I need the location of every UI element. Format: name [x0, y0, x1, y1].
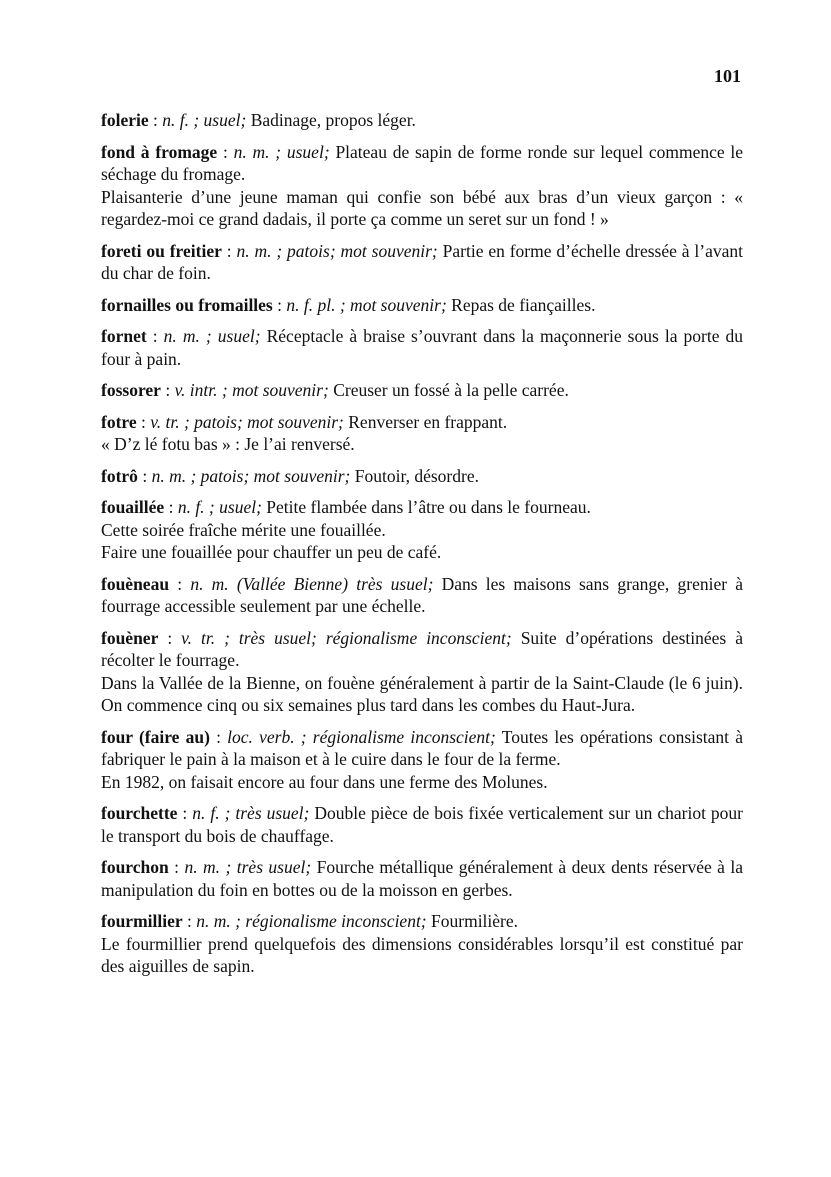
example-line: En 1982, on faisait encore au four dans une ferme des Molunes.: [101, 771, 548, 792]
grammar-note: v. tr. ; patois; mot souvenir;: [150, 411, 344, 432]
definition: Plateau de sapin de forme ronde sur lequel commence le séchage du fromage.: [101, 141, 744, 184]
entry-line: fossorer : v. intr. ; mot souvenir; Creuser un fossé à la pelle carrée.: [101, 380, 569, 400]
entry-line: fornailles ou fromailles : n. f. pl. ; mot souvenir; Repas de fiançailles.: [101, 294, 596, 315]
entry-line: fouaillée : n. f. ; usuel; Petite flambée dans l’âtre ou dans le fourneau.: [101, 497, 591, 517]
definition: Réceptacle à braise s’ouvrant dans la maçonnerie sous la porte du four à pain.: [101, 326, 744, 369]
grammar-note: v. tr. ; très usuel; régionalisme inconscient;: [181, 627, 512, 648]
entry-foreti: [101, 240, 743, 285]
entry-line: fouèner : v. tr. ; très usuel; régionalisme inconscient; Suite d’opérations destinées à récolter le fourrage.: [101, 627, 743, 670]
headword: fourchon: [101, 857, 169, 877]
entry-fourchette: [101, 802, 743, 847]
entry-line: foreti ou freitier : n. m. ; patois; mot souvenir; Partie en forme d’échelle dressée à l’avant du char de foin.: [101, 240, 743, 283]
definition: Renverser en frappant.: [348, 411, 508, 432]
entry-line: fourchon : n. m. ; très usuel; Fourche métallique généralement à deux dents réservée à la manipulation du foin en bottes ou de la moisson en gerbes.: [101, 857, 743, 900]
entry-folerie: [101, 109, 743, 132]
headword: foreti ou freitier: [101, 240, 222, 261]
entry-line: fotrô : n. m. ; patois; mot souvenir; Foutoir, désordre.: [101, 465, 479, 486]
headword: fotrô: [101, 465, 138, 486]
definition: Suite d’opérations destinées à récolter le fourrage.: [101, 627, 743, 670]
grammar-note: loc. verb. ; régionalisme inconscient;: [227, 726, 496, 747]
definition: Petite flambée dans l’âtre ou dans le fourneau.: [266, 497, 591, 517]
grammar-note: n. m. ; très usuel;: [184, 857, 312, 877]
entry-fouaillee: [101, 496, 743, 564]
entry-line: fouèneau : n. m. (Vallée Bienne) très usuel; Dans les maisons sans grange, grenier à fourrage accessible seulement par une échelle.: [101, 573, 744, 616]
definition: Fourche métallique généralement à deux dents réservée à la manipulation du foin en bottes ou de la moisson en gerbes.: [101, 857, 743, 900]
headword: folerie: [101, 110, 149, 130]
entry-line: fond à fromage : n. m. ; usuel; Plateau de sapin de forme ronde sur lequel commence le séchage du fromage.: [101, 141, 744, 184]
entry-fossorer: [101, 379, 743, 402]
headword: fornet: [101, 326, 147, 346]
grammar-note: n. f. ; très usuel;: [192, 803, 310, 823]
entry-fond-a-fromage: [101, 141, 743, 231]
entry-line: fourmillier : n. m. ; régionalisme inconscient; Fourmilière.: [101, 911, 519, 931]
example-line: « D’z lé fotu bas » : Je l’ai renversé.: [101, 434, 355, 454]
entry-fornailles: [101, 294, 743, 317]
grammar-note: n. m. ; usuel;: [163, 326, 261, 346]
grammar-note: n. f. ; usuel;: [177, 497, 262, 517]
definition: Badinage, propos léger.: [250, 110, 416, 130]
headword: fourchette: [101, 803, 178, 823]
headword: fourmillier: [101, 911, 183, 931]
entry-line: fotre : v. tr. ; patois; mot souvenir; Renverser en frappant.: [101, 411, 508, 432]
headword: fond à fromage: [101, 141, 218, 162]
entry-fouener: [101, 627, 743, 717]
grammar-note: v. intr. ; mot souvenir;: [174, 380, 329, 400]
entry-fourmillier: [101, 910, 743, 978]
definition: Fourmilière.: [431, 911, 519, 931]
entry-line: fourchette : n. f. ; très usuel; Double pièce de bois fixée verticalement sur un chariot pour le transport du bois de chauffage.: [101, 803, 743, 846]
grammar-note: n. m. ; patois; mot souvenir;: [236, 240, 438, 261]
entry-four-faire-au: [101, 726, 743, 794]
definition: Foutoir, désordre.: [354, 465, 479, 486]
definition: Repas de fiançailles.: [451, 294, 596, 315]
headword: fornailles ou fromailles: [101, 294, 273, 315]
headword: fouèneau: [101, 573, 170, 594]
example-line: Cette soirée fraîche mérite une fouaillée.: [101, 519, 386, 540]
page-number: 101: [714, 66, 741, 86]
example-line: Dans la Vallée de la Bienne, on fouène généralement à partir de la Saint-Claude (le 6 juin). On commence cinq ou six semaines plus tard dans les combes du Haut-Jura.: [101, 672, 743, 715]
definition: Double pièce de bois fixée verticalement sur un chariot pour le transport du bois de chauffage.: [101, 803, 743, 846]
grammar-note: n. m. (Vallée Bienne) très usuel;: [190, 573, 434, 594]
definition: Creuser un fossé à la pelle carrée.: [333, 380, 569, 400]
entry-fourchon: [101, 856, 743, 901]
grammar-note: n. f. pl. ; mot souvenir;: [286, 294, 447, 315]
example-line: Le fourmillier prend quelquefois des dimensions considérables lorsqu’il est constitué par des aiguilles de sapin.: [101, 933, 743, 976]
headword: four (faire au): [101, 726, 210, 747]
entry-line: folerie : n. f. ; usuel; Badinage, propos léger.: [101, 110, 416, 130]
definition: Partie en forme d’échelle dressée à l’avant du char de foin.: [101, 240, 743, 283]
grammar-note: n. m. ; régionalisme inconscient;: [196, 911, 427, 931]
example-line: Plaisanterie d’une jeune maman qui confie son bébé aux bras d’un vieux garçon : « regardez-moi ce grand dadais, il porte ça comme un seret sur un fond ! »: [101, 186, 743, 229]
grammar-note: n. f. ; usuel;: [162, 110, 247, 130]
entry-line: fornet : n. m. ; usuel; Réceptacle à braise s’ouvrant dans la maçonnerie sous la porte du four à pain.: [101, 326, 744, 369]
headword: fotre: [101, 411, 137, 432]
headword: fouèner: [101, 627, 159, 648]
grammar-note: n. m. ; usuel;: [233, 141, 330, 162]
grammar-note: n. m. ; patois; mot souvenir;: [151, 465, 351, 486]
definition: Toutes les opérations consistant à fabriquer le pain à la maison et à le cuire dans le four de la ferme.: [101, 726, 743, 769]
entry-fornet: [101, 325, 743, 370]
entry-fotro: [101, 465, 743, 488]
entry-foueneau: [101, 573, 743, 618]
definition: Dans les maisons sans grange, grenier à fourrage accessible seulement par une échelle.: [101, 573, 744, 616]
headword: fossorer: [101, 380, 161, 400]
entry-fotre: [101, 411, 743, 456]
example-line: Faire une fouaillée pour chauffer un peu de café.: [101, 542, 442, 562]
dictionary-entries: [101, 109, 743, 987]
entry-line: four (faire au) : loc. verb. ; régionalisme inconscient; Toutes les opérations consistant à fabriquer le pain à la maison et à le cuire dans le four de la ferme.: [101, 726, 743, 769]
headword: fouaillée: [101, 497, 165, 517]
